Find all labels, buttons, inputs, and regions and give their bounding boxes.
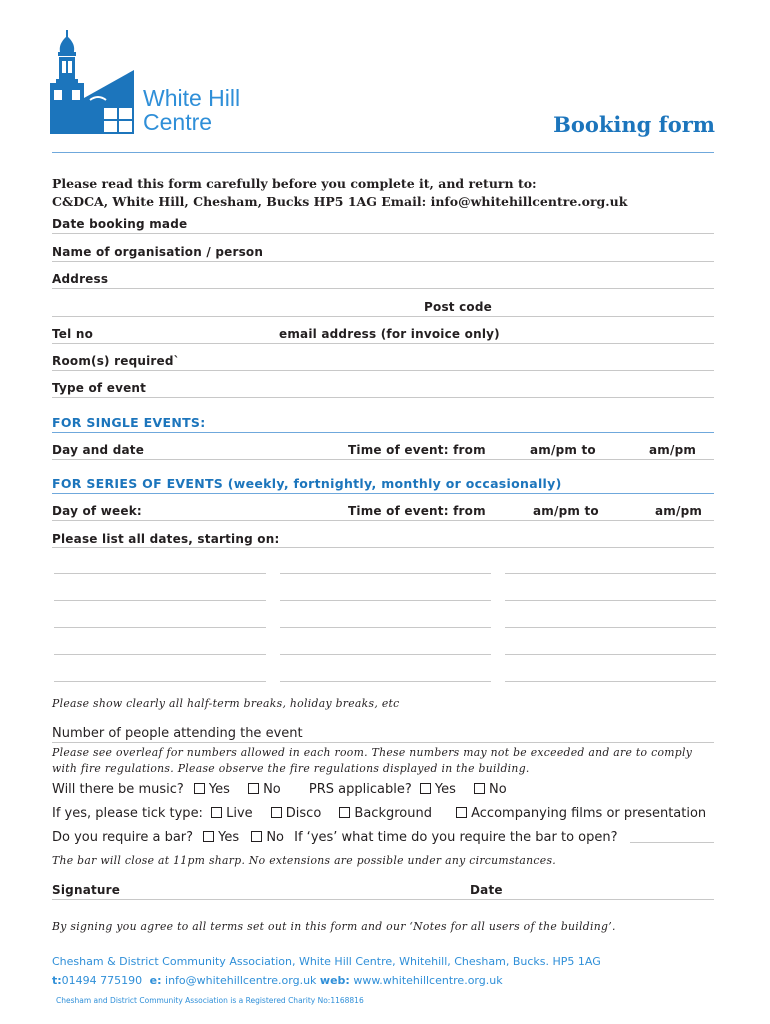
bar-yes-label: Yes	[218, 830, 240, 845]
footer-email[interactable]: info@whitehillcentre.org.uk	[165, 974, 317, 987]
postcode-field[interactable]	[52, 316, 714, 317]
music-yes-checkbox[interactable]	[194, 783, 205, 794]
attending-field[interactable]	[52, 742, 714, 743]
page-title: Booking form	[553, 112, 715, 137]
organisation-label: Name of organisation / person	[52, 245, 264, 259]
series-events-heading: FOR SERIES OF EVENTS (weekly, fortnightly, monthly or occasionally)	[52, 476, 562, 491]
logo-wordmark	[143, 86, 240, 134]
single-time-from-label: Time of event: from	[348, 443, 486, 457]
logo-line2: Centre	[143, 109, 213, 135]
music-yes-label: Yes	[208, 782, 230, 797]
event-type-label: Type of event	[52, 381, 147, 395]
footer-address: Chesham & District Community Association, White Hill Centre, Whitehill, Chesham, Bucks. HP5 1AG	[52, 955, 601, 968]
bar-no-label: No	[266, 830, 284, 845]
prs-question: PRS applicable?	[308, 782, 412, 797]
date-line[interactable]	[505, 654, 716, 655]
email-label: email address (for invoice only)	[279, 327, 500, 341]
music-row	[52, 782, 507, 797]
footer-web[interactable]: www.whitehillcentre.org.uk	[353, 974, 503, 987]
logo-line1: White Hill	[143, 85, 241, 111]
date-booking-label: Date booking made	[52, 217, 188, 231]
music-type-row	[52, 806, 706, 821]
footer-e-label: e:	[149, 974, 162, 987]
footer-contacts	[52, 974, 503, 987]
intro-line1: Please read this form carefully before you complete it, and return to:	[52, 176, 537, 191]
series-ampm-label: am/pm	[655, 504, 703, 518]
bar-time-field[interactable]	[630, 842, 714, 843]
list-dates-field[interactable]	[52, 547, 714, 548]
music-no-checkbox[interactable]	[248, 783, 259, 794]
music-no-label: No	[263, 782, 281, 797]
prs-yes-checkbox[interactable]	[420, 783, 431, 794]
terms-note: By signing you agree to all terms set out in this form and our ‘Notes for all users of the building’.	[52, 920, 616, 933]
footer-w-label: web:	[319, 974, 350, 987]
bar-row	[52, 830, 618, 845]
tel-label: Tel no	[52, 327, 94, 341]
prs-no-checkbox[interactable]	[474, 783, 485, 794]
music-type-question: If yes, please tick type:	[52, 806, 203, 821]
music-question: Will there be music?	[52, 782, 184, 797]
footer-charity: Chesham and District Community Association is a Registered Charity No:1168816	[56, 996, 364, 1005]
single-events-divider	[52, 432, 714, 433]
bar-time-question: If ‘yes’ what time do you require the bar to open?	[294, 830, 618, 845]
bar-no-checkbox[interactable]	[251, 831, 262, 842]
postcode-label: Post code	[424, 300, 492, 314]
list-dates-label: Please list all dates, starting on:	[52, 532, 280, 546]
disco-label: Disco	[285, 806, 322, 821]
bar-question: Do you require a bar?	[52, 830, 194, 845]
organisation-field[interactable]	[52, 261, 714, 262]
date-line[interactable]	[280, 681, 491, 682]
background-label: Background	[354, 806, 432, 821]
date-line[interactable]	[54, 654, 266, 655]
footer-t-label: t:	[52, 974, 62, 987]
attending-label: Number of people attending the event	[52, 726, 303, 741]
signature-field[interactable]	[52, 899, 714, 900]
prs-yes-label: Yes	[434, 782, 456, 797]
bar-yes-checkbox[interactable]	[203, 831, 214, 842]
date-booking-field[interactable]	[52, 233, 714, 234]
half-term-note: Please show clearly all half-term breaks, holiday breaks, etc	[52, 697, 400, 710]
rooms-label: Room(s) required`	[52, 354, 180, 368]
single-ampm-to-label: am/pm to	[530, 443, 596, 457]
date-line[interactable]	[54, 573, 266, 574]
series-day-week-label: Day of week:	[52, 504, 142, 518]
address-field[interactable]	[52, 288, 714, 289]
live-label: Live	[226, 806, 253, 821]
single-event-field[interactable]	[52, 459, 714, 460]
series-events-divider	[52, 493, 714, 494]
films-label: Accompanying films or presentation	[471, 806, 707, 821]
series-event-field[interactable]	[52, 520, 714, 521]
intro-text	[52, 175, 627, 211]
background-checkbox[interactable]	[339, 807, 350, 818]
live-checkbox[interactable]	[211, 807, 222, 818]
date-line[interactable]	[280, 573, 491, 574]
tel-email-field[interactable]	[52, 343, 714, 344]
disco-checkbox[interactable]	[271, 807, 282, 818]
event-type-field[interactable]	[52, 397, 714, 398]
date-line[interactable]	[505, 627, 716, 628]
bar-close-note: The bar will close at 11pm sharp. No extensions are possible under any circumstances.	[52, 854, 557, 867]
prs-no-label: No	[489, 782, 507, 797]
single-day-date-label: Day and date	[52, 443, 145, 457]
date-line[interactable]	[505, 681, 716, 682]
date-line[interactable]	[54, 600, 266, 601]
date-line[interactable]	[505, 600, 716, 601]
header-divider	[52, 152, 714, 153]
date-label: Date	[470, 883, 503, 897]
single-ampm-label: am/pm	[649, 443, 697, 457]
footer-phone: 01494 775190	[61, 974, 143, 987]
single-events-heading: FOR SINGLE EVENTS:	[52, 415, 206, 430]
series-time-from-label: Time of event: from	[348, 504, 486, 518]
overleaf-note: Please see overleaf for numbers allowed in each room. These numbers may not be exceeded and are to comply with fire regulations. Please observe the fire regulations displayed in the building.	[52, 746, 693, 775]
date-line[interactable]	[54, 681, 266, 682]
address-label: Address	[52, 272, 109, 286]
series-ampm-to-label: am/pm to	[533, 504, 599, 518]
date-line[interactable]	[280, 600, 491, 601]
date-line[interactable]	[54, 627, 266, 628]
rooms-field[interactable]	[52, 370, 714, 371]
signature-label: Signature	[52, 883, 121, 897]
films-checkbox[interactable]	[456, 807, 467, 818]
intro-line2: C&DCA, White Hill, Chesham, Bucks HP5 1AG Email: info@whitehillcentre.org.uk	[52, 194, 628, 209]
date-line[interactable]	[280, 627, 491, 628]
date-line[interactable]	[505, 573, 716, 574]
date-line[interactable]	[280, 654, 491, 655]
